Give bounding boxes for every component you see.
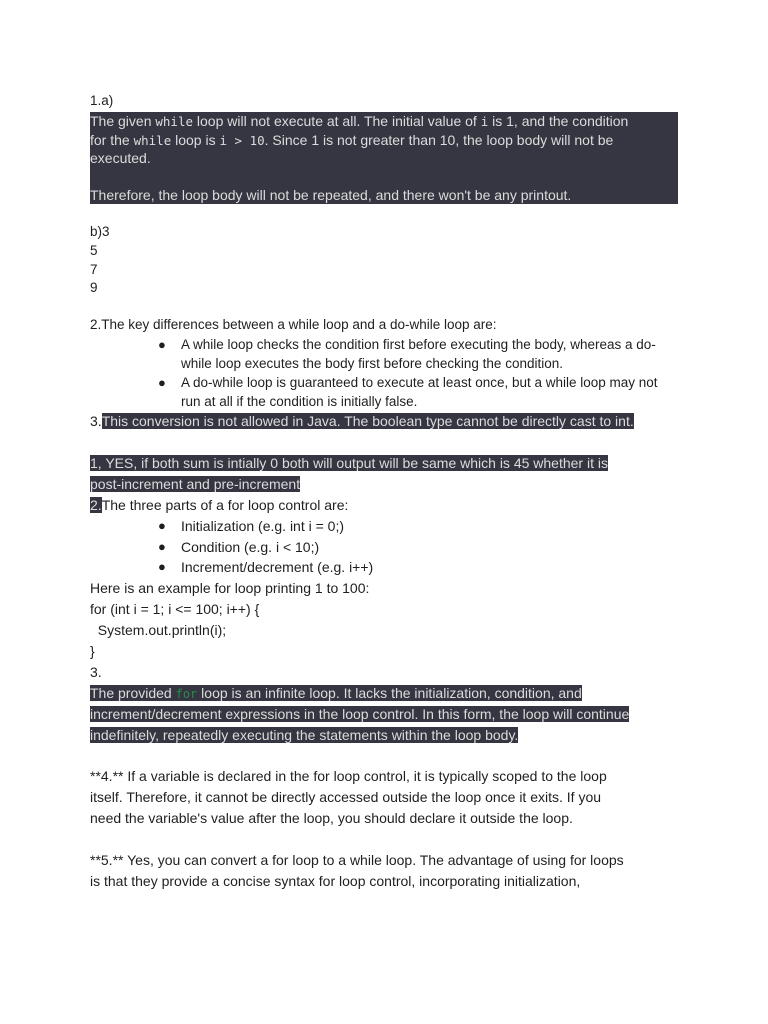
p2-ans5-line1: **5.** Yes, you can convert a for loop to a while loop. The advantage of using for loops — [90, 852, 624, 868]
p2-part-item: Condition (e.g. i < 10;) — [181, 539, 320, 555]
q1a-line1 — [90, 113, 628, 129]
q2-bullet1-line1: A while loop checks the condition first before executing the body, whereas a do- — [181, 337, 656, 352]
q2-bullet1-line2: while loop executes the body first before checking the condition. — [181, 356, 563, 371]
q1a-text: loop will not execute at all. The initial value of — [193, 113, 481, 129]
q2-intro: 2.The key differences between a while loop and a do-while loop are: — [90, 317, 497, 332]
p2-example-intro: Here is an example for loop printing 1 to 100: — [90, 580, 370, 596]
code-for: for — [175, 687, 198, 701]
q1a-text: . Since 1 is not greater than 10, the loop body will not be — [264, 132, 614, 148]
q1b-value: 9 — [90, 280, 98, 295]
q3-text: This conversion is not allowed in Java. The boolean type cannot be directly cast to int. — [101, 413, 634, 429]
q1b-label: b)3 — [90, 224, 110, 239]
p2-ans3-text: The provided — [90, 685, 176, 701]
p2-ans2-heading — [90, 497, 348, 513]
q1a-line4: Therefore, the loop body will not be repeated, and there won't be any printout. — [90, 187, 572, 203]
p2-code-line1: for (int i = 1; i <= 100; i++) { — [90, 601, 260, 617]
code-while: while — [155, 114, 194, 129]
bullet-dot: ● — [158, 375, 166, 390]
p2-ans3-line1 — [90, 685, 582, 701]
p2-ans5-line2: is that they provide a concise syntax for loop control, incorporating initialization, — [90, 873, 581, 889]
bullet-dot: ● — [158, 518, 166, 533]
bullet-dot: ● — [158, 559, 166, 574]
q1-label: 1.a) — [90, 93, 114, 108]
p2-ans4-line1: **4.** If a variable is declared in the for loop control, it is typically scoped to the loop — [90, 768, 607, 784]
q3-prefix: 3. — [90, 413, 102, 429]
q1b-value: 5 — [90, 243, 98, 258]
p2-ans4-line3: need the variable's value after the loop, you should declare it outside the loop. — [90, 810, 573, 826]
p2-ans3-label: 3. — [90, 664, 102, 680]
q3-answer — [90, 413, 634, 429]
p2-ans4-line2: itself. Therefore, it cannot be directly accessed outside the loop once it exits. If you — [90, 789, 602, 805]
p2-ans3-line3 — [90, 727, 518, 743]
p2-ans3-text: increment/decrement expressions in the loop control. In this form, the loop will continue — [90, 706, 630, 722]
bullet-dot: ● — [158, 337, 166, 352]
q1a-line3: executed. — [90, 150, 151, 166]
q1a-text: for the — [90, 132, 134, 148]
q2-bullet2-line2: run at all if the condition is initially false. — [181, 394, 418, 409]
p2-ans1-line1 — [90, 455, 608, 471]
q1a-text: loop is — [171, 132, 220, 148]
p2-ans3-line2 — [90, 706, 629, 722]
q1b-value: 7 — [90, 262, 98, 277]
code-condition: i > 10 — [219, 133, 265, 148]
code-while: while — [133, 133, 172, 148]
p2-code-line3: } — [90, 643, 95, 659]
p2-ans3-text: indefinitely, repeatedly executing the statements within the loop body. — [90, 727, 519, 743]
p2-ans2-prefix: 2. — [90, 497, 102, 513]
p2-ans1-text: post-increment and pre-increment — [90, 476, 301, 492]
p2-code-line2: System.out.println(i); — [90, 622, 227, 638]
bullet-dot: ● — [158, 539, 166, 554]
p2-part-item: Increment/decrement (e.g. i++) — [181, 559, 374, 575]
q1a-line2 — [90, 132, 613, 148]
code-i: i — [480, 114, 489, 129]
p2-ans3-text: loop is an infinite loop. It lacks the initialization, condition, and — [197, 685, 582, 701]
p2-ans1-text: 1, YES, if both sum is intially 0 both will output will be same which is 45 whether it is — [90, 455, 608, 471]
q2-bullet2-line1: A do-while loop is guaranteed to execute at least once, but a while loop may not — [181, 375, 658, 390]
p2-ans1-line2 — [90, 476, 300, 492]
p2-ans2-text: The three parts of a for loop control are: — [101, 497, 349, 513]
p2-part-item: Initialization (e.g. int i = 0;) — [181, 518, 345, 534]
q1a-text: is 1, and the condition — [488, 113, 629, 129]
q1a-text: The given — [90, 113, 156, 129]
